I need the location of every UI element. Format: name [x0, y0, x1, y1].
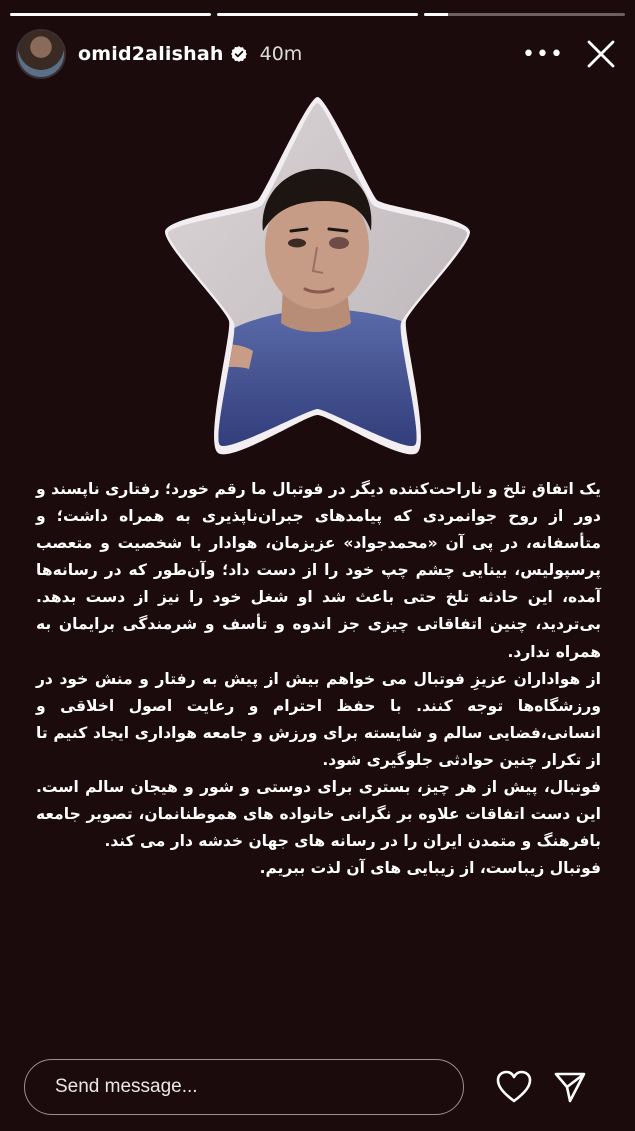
- story-footer: [24, 1058, 613, 1116]
- close-icon: [586, 39, 616, 69]
- caption-paragraph-2: از هواداران عزیزِ فوتبال می خواهم بیش از پیش به رفتار و منش خود در ورزشگاه‌ها توجه کنند. با حفظ احترام و رعایت اصول اخلاقی و انسانی،فضایی سالم و شایسته برای ورزش و جامعه هواداری ایجاد کنیم تا از تکرار چنین حوادثی جلوگیری شود.: [36, 669, 601, 769]
- close-button[interactable]: [581, 34, 621, 74]
- more-options-button[interactable]: •••: [522, 41, 564, 67]
- story-segment-1: [10, 13, 211, 16]
- caption-paragraph-4: فوتبال زیباست، از زیبایی های آن لذت ببریم.: [259, 859, 601, 878]
- username[interactable]: omid2alishah: [78, 43, 224, 65]
- story-segment-3-fill: [424, 13, 448, 16]
- story-segment-3: [424, 13, 625, 16]
- caption-paragraph-3: فوتبال، پیش از هر چیز، بستری برای دوستی و شور و هیجان سالم است. این دست اتفاقات علاوه بر نگرانی خانواده های هموطنانمان، تصویر جامعه بافرهنگ و متمدن ایران را در رسانه های جهان خدشه دار می کند.: [36, 778, 601, 851]
- share-button[interactable]: [550, 1067, 590, 1107]
- verified-badge-icon: [230, 45, 248, 63]
- paper-plane-icon: [553, 1070, 587, 1104]
- story-segment-2-fill: [217, 13, 418, 16]
- send-message-input[interactable]: [24, 1059, 464, 1115]
- story-caption: [36, 476, 601, 882]
- story-segment-2: [217, 13, 418, 16]
- story-progress: [10, 13, 625, 16]
- star-photo: [165, 97, 470, 459]
- heart-icon: [496, 1070, 532, 1104]
- like-button[interactable]: [494, 1067, 534, 1107]
- post-time: 40m: [259, 43, 303, 65]
- story-header: [18, 30, 621, 78]
- story-segment-1-fill: [10, 13, 211, 16]
- caption-paragraph-1: یک اتفاق تلخ و ناراحت‌کننده دیگر در فوتبال ما رقم خورد؛ رفتاری ناپسند و دور از روح جوانمردی که پیامدهای جبران‌ناپذیری به همراه داشت؛ و متأسفانه، در پی آن «محمدجواد» عزیزمان، هوادار با شخصیت و متعصب پرسپولیس، بینایی چشم چپ خود را از دست داد؛ وآن‌طور که در رسانه‌ها آمده، این حادثه تلخ حتی باعث شد او شغل خود را نیز از دست بدهد. بی‌تردید، چنین اتفاقاتی چیزی جز اندوه و تأسف و شرمندگی برایمان به همراه ندارد.: [36, 480, 601, 661]
- avatar[interactable]: [18, 31, 64, 77]
